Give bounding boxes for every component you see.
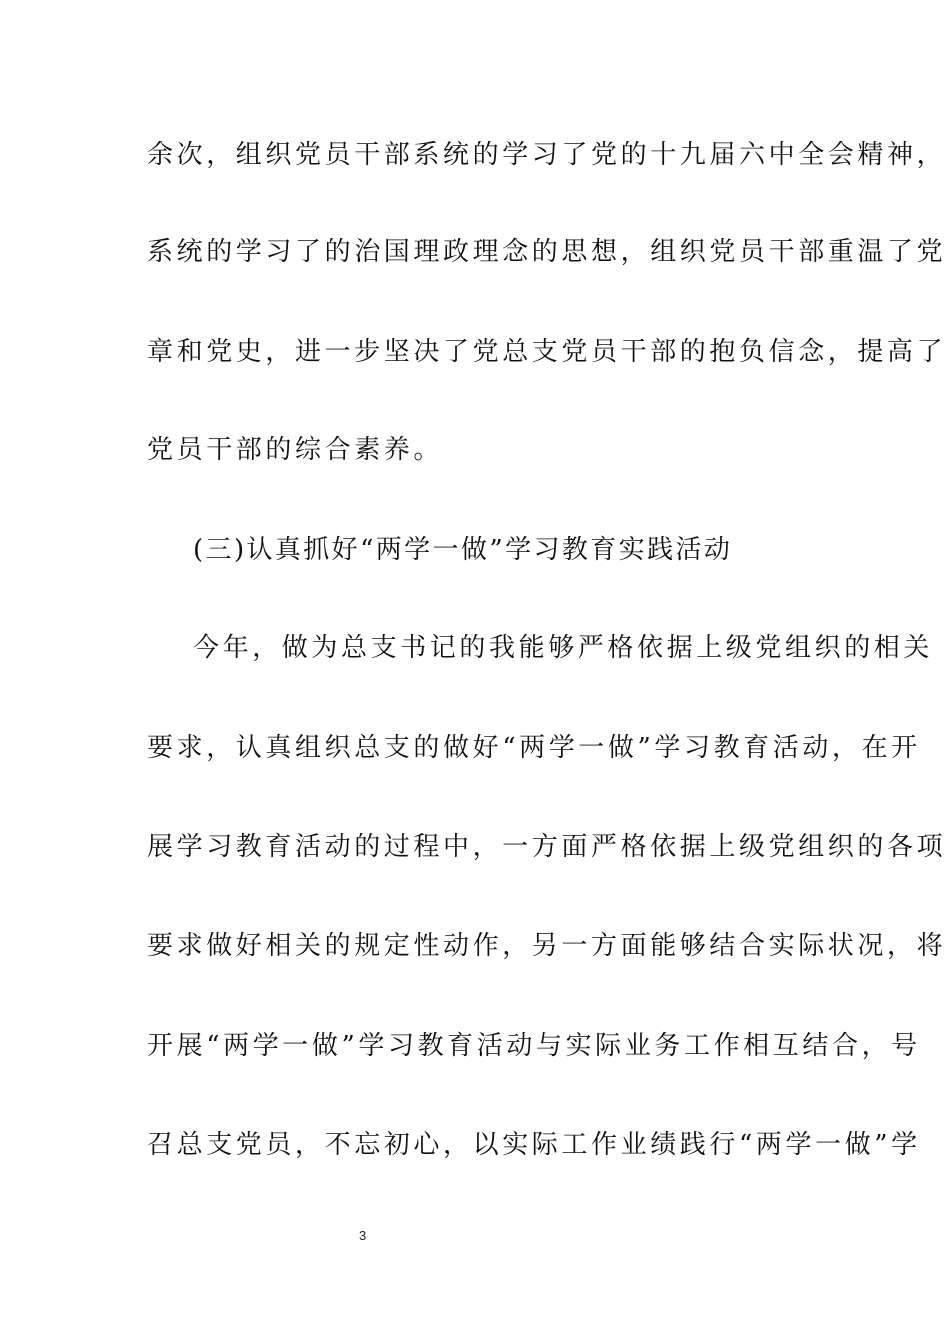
page-number: 3 (359, 1228, 367, 1243)
paragraph-line: 要求做好相关的规定性动作，另一方面能够结合实际状况，将 (147, 931, 947, 961)
paragraph-line: 展学习教育活动的过程中，一方面严格依据上级党组织的各项 (147, 832, 947, 862)
text-line: 章和党史，进一步坚决了党总支党员干部的抱负信念，提高了 (147, 337, 947, 367)
text-line: 余次，组织党员干部系统的学习了党的十九届六中全会精神， (147, 140, 947, 170)
section-heading: (三)认真抓好“两学一做”学习教育实践活动 (193, 535, 733, 565)
text-line: 党员干部的综合素养。 (147, 435, 444, 465)
paragraph-line: 开展“两学一做”学习教育活动与实际业务工作相互结合，号 (147, 1031, 921, 1061)
paragraph-line: 要求，认真组织总支的做好“两学一做”学习教育活动，在开 (147, 733, 921, 763)
paragraph-line: 今年，做为总支书记的我能够严格依据上级党组织的相关 (193, 633, 934, 663)
paragraph-line: 召总支党员，不忘初心，以实际工作业绩践行“两学一做”学 (147, 1130, 921, 1160)
text-line: 系统的学习了的治国理政理念的思想，组织党员干部重温了党 (147, 237, 947, 267)
